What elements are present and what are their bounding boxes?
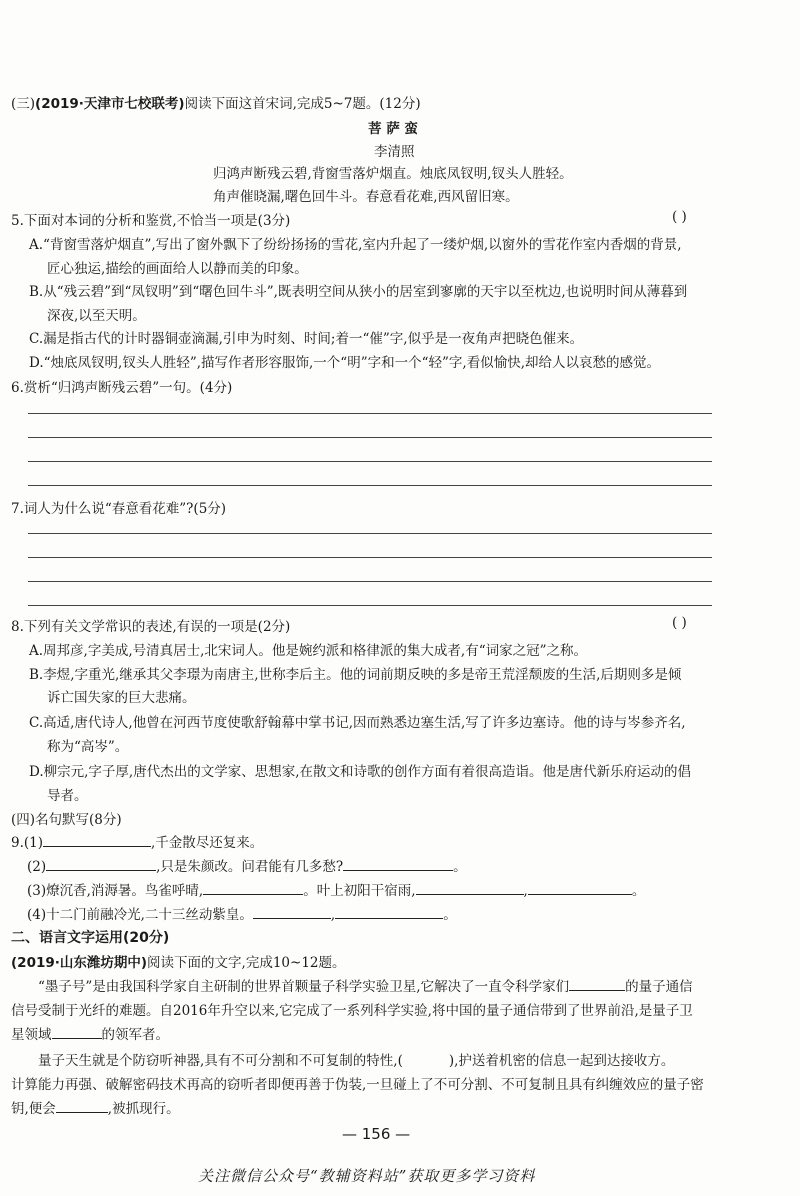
q9-2-blank-1[interactable] — [46, 856, 156, 871]
q8-answer-paren[interactable]: ( ) — [672, 615, 687, 631]
q9-line-2 — [27, 855, 467, 875]
q6-answer-line-1[interactable] — [28, 413, 712, 414]
q9-3-comma: , — [523, 883, 528, 899]
passage-p2-line3 — [11, 1097, 180, 1117]
section3-heading — [11, 92, 421, 112]
q9-line-3 — [27, 879, 645, 899]
q8-stem: 8.下列有关文学常识的表述,有误的一项是(2分) — [11, 619, 291, 635]
q7-answer-line-1[interactable] — [28, 533, 712, 534]
q8-option-c-line1: C.高适,唐代诗人,他曾在河西节度使歌舒翰幕中掌书记,因而熟悉边塞生活,写了许多边塞诗。他的诗与岑参齐名, — [29, 715, 686, 731]
section4-heading: (四)名句默写(8分) — [11, 812, 122, 828]
q8-option-d-line1: D.柳宗元,字子厚,唐代杰出的文学家、思想家,在散文和诗歌的创作方面有着很高造诣。他是唐代新乐府运动的倡 — [29, 764, 692, 780]
q7-answer-line-2[interactable] — [28, 557, 712, 558]
q7-answer-line-4[interactable] — [28, 605, 712, 606]
q8-option-c-line2: 称为“高岑”。 — [47, 739, 129, 755]
passage-p2-line2: 计算能力再强、破解密码技术再高的窃听者即便再善于伪装,一旦碰上了不可分割、不可复制且具有纠缠效应的量子密 — [11, 1077, 704, 1093]
q7-stem: 7.词人为什么说“春意看花难”?(5分) — [11, 501, 227, 517]
q9-4-blank-1[interactable] — [253, 904, 331, 919]
section3-heading-prefix: (三) — [11, 96, 36, 112]
passage-p1-text-d: 的领军者。 — [101, 1027, 169, 1043]
q6-answer-line-2[interactable] — [28, 437, 712, 438]
q9-2-text: ,只是朱颜改。问君能有几多愁? — [156, 859, 344, 875]
section3-heading-text: 阅读下面这首宋词,完成5~7题。(12分) — [184, 96, 421, 112]
q9-4-comma: , — [330, 907, 336, 923]
passage-p2-text-a: 量子天生就是个防窃听神器,具有不可分割和不可复制的特性,( — [38, 1053, 403, 1069]
q9-4-text: (4)十二门前融冷光,二十三丝动紫皇。 — [27, 907, 253, 923]
q6-answer-line-3[interactable] — [28, 461, 712, 462]
promo-text: 关注微信公众号“教辅资料站”获取更多学习资料 — [198, 1167, 536, 1185]
q9-1-text: ,千金散尽还复来。 — [151, 835, 264, 851]
section3-heading-source: (2019·天津市七校联考) — [35, 96, 185, 112]
poem-title: 菩 萨 蛮 — [368, 121, 418, 137]
passage-blank-1[interactable] — [569, 976, 625, 991]
q9-line-4 — [27, 903, 457, 923]
q5-option-b-line2: 深夜,以至天明。 — [47, 308, 146, 324]
q9-3-blank-1[interactable] — [203, 880, 303, 895]
q9-3-end: 。 — [631, 883, 646, 899]
q5-option-c: C.漏是指古代的计时器铜壶滴漏,引申为时刻、时间;着一“催”字,似乎是一夜角声把晓色催来。 — [29, 331, 584, 347]
q9-4-blank-2[interactable] — [335, 904, 443, 919]
q5-option-a-line2: 匠心独运,描绘的画面给人以静而美的印象。 — [47, 261, 308, 277]
passage-heading — [11, 951, 346, 971]
q9-3-blank-2[interactable] — [416, 880, 524, 895]
q9-4-end: 。 — [443, 907, 457, 923]
poem-line-1: 归鸿声断残云碧,背窗雪落炉烟直。烛底凤钗明,钗头人胜轻。 — [213, 166, 573, 182]
passage-p1-text-b: 的量子通信 — [625, 979, 693, 995]
poem-author: 李清照 — [374, 144, 415, 160]
q8-option-a: A.周邦彦,字美成,号清真居士,北宋词人。他是婉约派和格律派的集大成者,有“词家之冠”之称。 — [29, 643, 588, 659]
page-number: — 156 — — [342, 1125, 411, 1143]
q5-stem: 5.下面对本词的分析和鉴赏,不恰当一项是(3分) — [11, 213, 291, 229]
poem-line-2: 角声催晓漏,曙色回牛斗。春意看花难,西风留旧寒。 — [213, 189, 519, 205]
part2-heading: 二、语言文字运用(20分) — [11, 930, 170, 946]
q5-answer-paren[interactable]: ( ) — [672, 209, 687, 225]
q9-line-1 — [11, 831, 263, 851]
passage-blank-3[interactable] — [56, 1098, 108, 1113]
passage-p1-line2: 信号受制于光纤的难题。自2016年升空以来,它完成了一系列科学实验,将中国的量子通信带到了世界前沿,是量子卫 — [11, 1003, 693, 1019]
q7-answer-line-3[interactable] — [28, 581, 712, 582]
q5-option-b-line1: B.从“残云碧”到“凤钗明”到“曙色回牛斗”,既表明空间从狭小的居室到寥廓的天宇以至枕边,也说明时间从薄暮到 — [29, 284, 688, 300]
passage-p2-text-d: ,被抓现行。 — [107, 1101, 180, 1117]
passage-p1-text-a: “墨子号”是由我国科学家自主研制的世界首颗量子科学实验卫星,它解决了一直令科学家们 — [38, 979, 570, 995]
passage-blank-2[interactable] — [52, 1024, 102, 1039]
passage-p1-line1 — [38, 975, 693, 995]
q5-option-d: D.“烛底凤钗明,钗头人胜轻”,描写作者形容服饰,一个“明”字和一个“轻”字,看似愉快,却给人以哀愁的感觉。 — [29, 355, 660, 371]
q9-3-mid: 。叶上初阳干宿雨, — [303, 883, 416, 899]
q9-1-blank[interactable] — [43, 832, 151, 847]
q9-2-label: (2) — [27, 859, 47, 875]
passage-p2-text-b: ),护送着机密的信息一起到达接收方。 — [448, 1053, 675, 1069]
q6-answer-line-4[interactable] — [28, 485, 712, 486]
q9-3-text: (3)燎沉香,消溽暑。鸟雀呼晴, — [27, 883, 204, 899]
passage-paren-blank[interactable] — [403, 1051, 449, 1065]
q9-2-end: 。 — [453, 859, 467, 875]
q8-option-b-line1: B.李煜,字重光,继承其父李璟为南唐主,世称李后主。他的词前期反映的多是帝王荒淫颓废的生活,后期则多是倾 — [29, 667, 682, 683]
q8-option-d-line2: 导者。 — [47, 788, 88, 804]
q6-stem: 6.赏析“归鸿声断残云碧”一句。(4分) — [11, 380, 233, 396]
passage-heading-source: (2019·山东潍坊期中) — [11, 955, 148, 971]
passage-p2-line1 — [38, 1049, 674, 1069]
passage-p1-text-c: 星领域 — [11, 1027, 52, 1043]
passage-p2-text-c: 钥,便会 — [11, 1101, 56, 1117]
passage-p1-line3 — [11, 1023, 169, 1043]
q9-2-blank-2[interactable] — [343, 856, 453, 871]
passage-heading-text: 阅读下面的文字,完成10~12题。 — [147, 955, 346, 971]
q9-1-label: 9.(1) — [11, 835, 44, 851]
q9-3-blank-3[interactable] — [528, 880, 632, 895]
q8-option-b-line2: 诉亡国失家的巨大悲痛。 — [47, 690, 196, 706]
q5-option-a-line1: A.“背窗雪落炉烟直”,写出了窗外飘下了纷纷扬扬的雪花,室内升起了一缕炉烟,以窗外的雪花作室内香烟的背景, — [29, 237, 682, 253]
